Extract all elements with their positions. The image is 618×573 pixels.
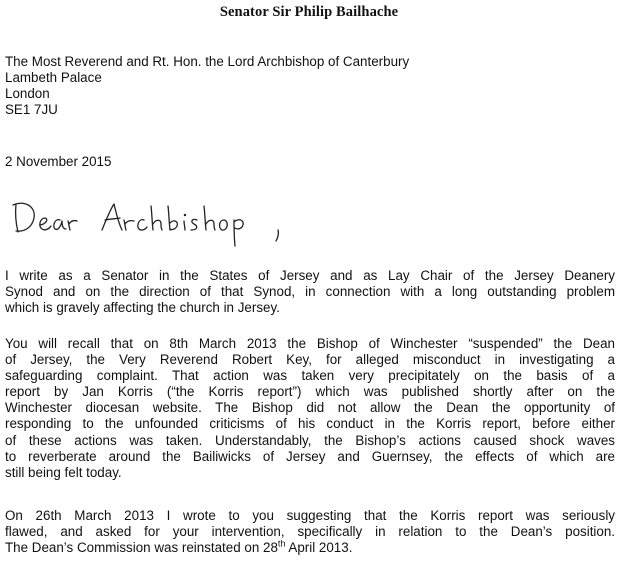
paragraph-line: Winchester diocesan website. The Bishop did not allow the Dean the opportunity of xyxy=(5,400,615,416)
paragraph-line: safeguarding complaint. That action was taken very precipitately on the basis of a xyxy=(5,368,615,384)
address-line: SE1 7JU xyxy=(5,102,58,117)
letter-date: 2 November 2015 xyxy=(5,154,112,169)
reinstated-date-text: April 2013. xyxy=(285,540,353,556)
body-paragraph-3 xyxy=(5,508,615,556)
body-paragraph-2 xyxy=(5,336,615,481)
paragraph-line: You will recall that on 8th March 2013 the Bishop of Winchester “suspended” the Dean xyxy=(5,336,615,351)
handwritten-salutation xyxy=(10,196,310,256)
recipient-address xyxy=(5,54,613,118)
paragraph-line: which is gravely affecting the church in Jersey. xyxy=(5,300,280,316)
paragraph-line: of these actions was taken. Understandably, the Bishop’s actions caused shock waves xyxy=(5,432,615,448)
reinstated-text: The Dean’s Commission was reinstated on 28 xyxy=(5,540,278,556)
paragraph-line-last xyxy=(5,540,615,556)
ordinal-suffix: th xyxy=(277,538,286,549)
paragraph-line: On 26th March 2013 I wrote to you suggesting that the Korris report was seriously xyxy=(5,508,615,523)
paragraph-line: to reverberate around the Bailiwicks of Jersey and Guernsey, the effects of which are xyxy=(5,448,615,464)
address-line: The Most Reverend and Rt. Hon. the Lord Archbishop of Canterbury xyxy=(5,54,410,69)
paragraph-line: Synod and on the direction of that Synod, in connection with a long outstanding problem xyxy=(5,284,615,300)
paragraph-line: still being felt today. xyxy=(5,464,122,480)
address-line: London xyxy=(5,86,50,101)
body-paragraph-1 xyxy=(5,268,615,316)
letterhead-sender: Senator Sir Philip Bailhache xyxy=(219,4,399,20)
paragraph-line: of Jersey, the Very Reverend Robert Key, for alleged misconduct in investigating a xyxy=(5,352,615,368)
address-line: Lambeth Palace xyxy=(5,70,102,85)
paragraph-line: flawed, and asked for your intervention, specifically in relation to the Dean’s position. xyxy=(5,524,615,540)
paragraph-line: report by Jan Korris (“the Korris report”) which was published shortly after on the xyxy=(5,384,615,400)
paragraph-line: I write as a Senator in the States of Jersey and as Lay Chair of the Jersey Deanery xyxy=(5,268,615,283)
paragraph-line: responding to the unfounded criticisms of his conduct in the Korris report, before either xyxy=(5,416,615,432)
